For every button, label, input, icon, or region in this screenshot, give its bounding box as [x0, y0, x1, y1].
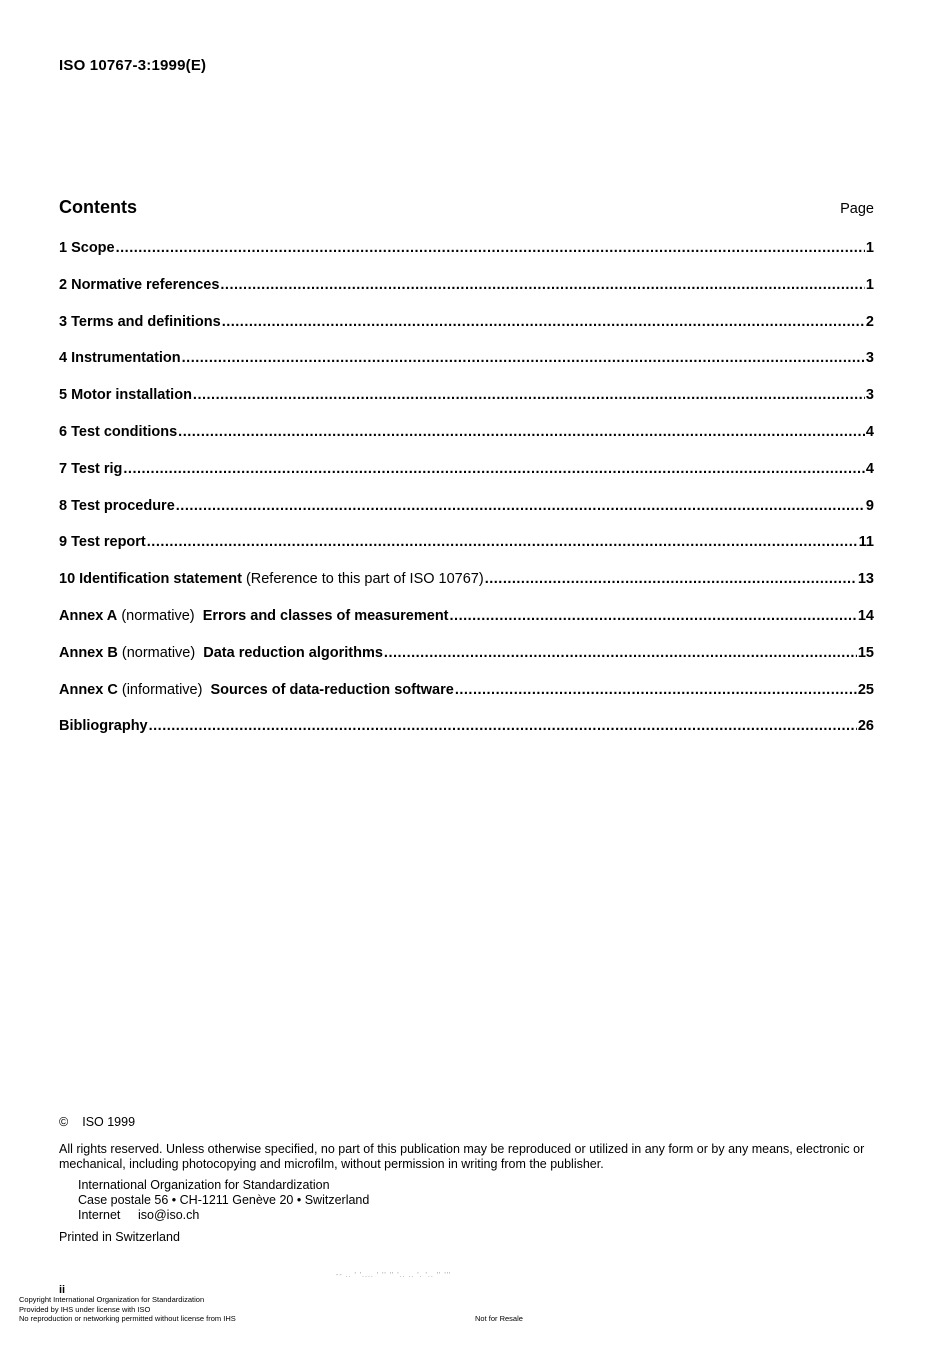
toc-entry-page: 15 — [857, 644, 874, 661]
toc-entry-label: 2 Normative references — [59, 276, 220, 293]
toc-entry-page: 1 — [865, 240, 874, 256]
toc-entry-page: 3 — [865, 387, 874, 404]
toc-entry-page: 26 — [857, 718, 874, 735]
toc-entry-annex-b[interactable] — [59, 645, 874, 682]
license-footer — [19, 1295, 236, 1324]
toc-entry-terms-definitions[interactable] — [59, 314, 874, 351]
annex-kind: (normative) — [121, 607, 195, 624]
toc-entry-instrumentation[interactable] — [59, 350, 874, 387]
dot-leader — [485, 571, 857, 587]
annex-title: Data reduction algorithms — [203, 644, 383, 661]
annex-name: Annex A — [59, 607, 118, 624]
copyright-symbol: © — [59, 1115, 69, 1129]
toc-entry-page: 4 — [865, 423, 874, 440]
toc-entry-label: 3 Terms and definitions — [59, 313, 221, 330]
toc-entry-page: 14 — [857, 607, 874, 624]
toc-entry-page: 13 — [857, 571, 874, 588]
dot-leader — [450, 608, 857, 624]
page-column-label: Page — [840, 201, 874, 217]
toc-entry-label: 9 Test report — [59, 534, 146, 551]
toc-entry-test-rig[interactable] — [59, 461, 874, 498]
toc-entry-label: 8 Test procedure — [59, 497, 175, 514]
copyright-text: ISO 1999 — [82, 1115, 136, 1129]
internet-label: Internet — [78, 1208, 121, 1222]
toc-entry-page: 3 — [865, 350, 874, 367]
dot-leader — [176, 498, 865, 514]
toc-entry-page: 9 — [865, 497, 874, 514]
dot-leader — [178, 424, 865, 440]
annex-title: Sources of data-reduction software — [210, 681, 454, 698]
annex-kind: (normative) — [121, 644, 196, 661]
toc-entry-scope[interactable] — [59, 240, 874, 277]
annex-kind: (informative) — [121, 681, 203, 698]
toc-entry-label: 7 Test rig — [59, 460, 123, 477]
annex-name: Annex B — [59, 644, 118, 661]
not-for-resale-notice: Not for Resale — [475, 1314, 523, 1323]
publisher-address — [59, 1178, 879, 1223]
dot-leader — [384, 645, 857, 661]
dot-leader — [182, 350, 865, 366]
toc-entry-page: 25 — [857, 681, 874, 698]
toc-entry-label: 5 Motor installation — [59, 387, 192, 404]
copyright-line — [59, 1115, 879, 1130]
toc-entry-suffix: (Reference to this part of ISO 10767) — [245, 571, 484, 588]
toc-entry-test-report[interactable] — [59, 534, 874, 571]
document-id: ISO 10767-3:1999(E) — [59, 57, 207, 74]
dot-leader — [149, 718, 857, 734]
toc-entry-test-procedure[interactable] — [59, 498, 874, 535]
publisher-name: International Organization for Standardization — [78, 1178, 330, 1192]
dot-leader — [193, 387, 865, 403]
page-number: ii — [59, 1284, 66, 1296]
footer-line: Provided by IHS under license with ISO — [19, 1304, 151, 1314]
rights-statement: All rights reserved. Unless otherwise specified, no part of this publication may be reproduced or utilized in any form or by any means, electronic or mechanical, including photocopying and microfilm, without permission in writing from the publisher. — [59, 1142, 865, 1171]
toc-entry-annex-a[interactable] — [59, 608, 874, 645]
dot-leader — [123, 461, 865, 477]
toc-entry-label: Bibliography — [59, 718, 148, 735]
contents-title: Contents — [59, 197, 137, 217]
postal-address: Case postale 56 • CH-1211 Genève 20 • Switzerland — [78, 1193, 370, 1207]
toc-entry-page: 11 — [858, 534, 874, 551]
copyright-block — [59, 1115, 879, 1245]
dot-leader — [116, 240, 865, 256]
toc-entry-identification-statement[interactable] — [59, 571, 874, 608]
toc-entry-label: 1 Scope — [59, 240, 115, 256]
dot-leader — [455, 682, 857, 698]
footer-line: Copyright International Organization for Standardization — [19, 1295, 205, 1304]
dot-leader — [147, 534, 858, 550]
dot-leader — [222, 314, 865, 330]
toc-entry-page: 4 — [865, 460, 874, 477]
contents-header — [59, 197, 874, 218]
toc-entry-test-conditions[interactable] — [59, 424, 874, 461]
annex-title: Errors and classes of measurement — [202, 607, 449, 624]
toc-entry-normative-references[interactable] — [59, 277, 874, 314]
footer-line: No reproduction or networking permitted without license from IHS — [19, 1314, 236, 1323]
toc-entry-label: 6 Test conditions — [59, 423, 178, 440]
annex-name: Annex C — [59, 681, 118, 698]
toc-entry-page: 2 — [865, 313, 874, 330]
toc-entry-annex-c[interactable] — [59, 682, 874, 719]
scan-artifact: -- .. ' '.... ' '' '' '.. .. '. '.. '' ''' — [336, 1272, 452, 1279]
toc-entry-label: 10 Identification statement — [59, 571, 242, 588]
toc-entry-label: 4 Instrumentation — [59, 350, 181, 367]
printed-in: Printed in Switzerland — [59, 1230, 180, 1244]
table-of-contents — [59, 240, 874, 755]
email-link[interactable]: iso@iso.ch — [138, 1208, 200, 1222]
toc-entry-motor-installation[interactable] — [59, 387, 874, 424]
internet-contact — [78, 1208, 879, 1223]
dot-leader — [220, 277, 865, 293]
toc-entry-bibliography[interactable] — [59, 718, 874, 755]
toc-entry-page: 1 — [865, 276, 874, 293]
